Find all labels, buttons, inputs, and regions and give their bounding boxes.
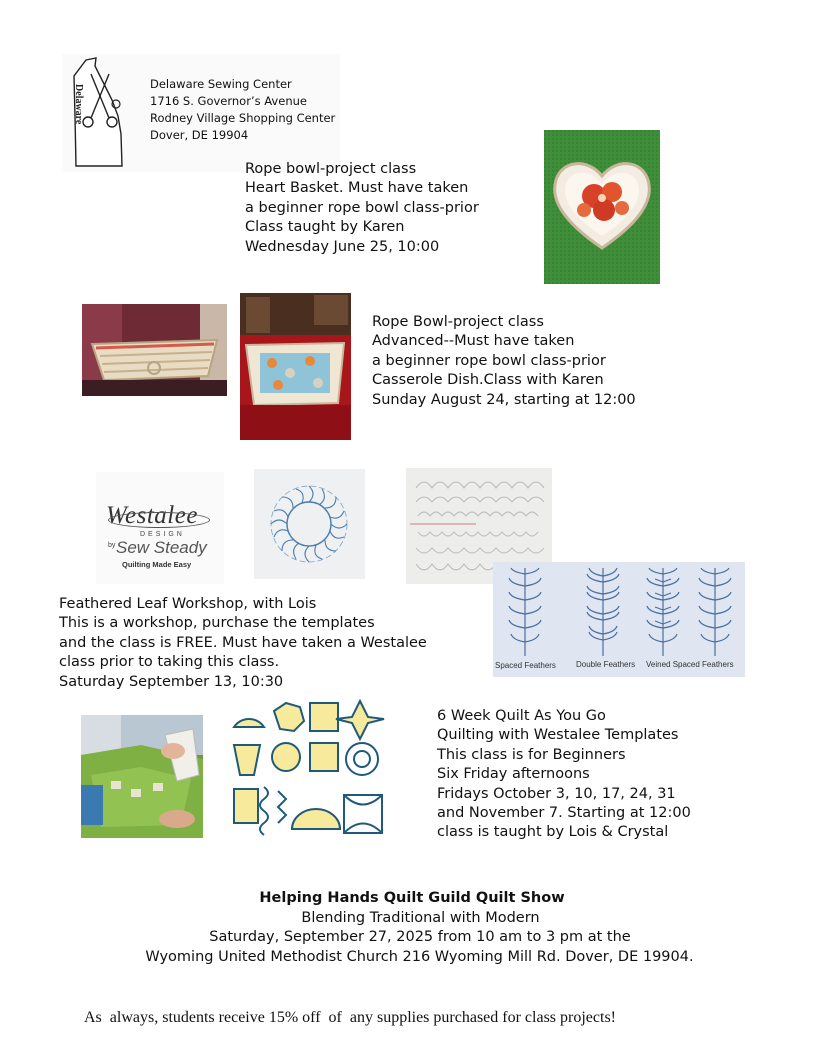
class-line: Quilting with Westalee Templates xyxy=(437,727,679,744)
store-city: Dover, DE 19904 xyxy=(150,128,249,142)
class-line: This is a workshop, purchase the templates xyxy=(59,615,375,632)
class-line: Rope Bowl-project class xyxy=(372,314,544,330)
heart-bowl-photo xyxy=(544,130,660,284)
store-center: Rodney Village Shopping Center xyxy=(150,111,336,125)
quilt-show-announcement xyxy=(0,889,816,967)
class-line: a beginner rope bowl class-prior xyxy=(372,352,606,369)
casserole-dish-photo xyxy=(240,293,351,440)
feather-label-double: Double Feathers xyxy=(576,660,636,669)
class-line: Six Friday afternoons xyxy=(437,766,590,783)
feather-label-veined: Veined Spaced Feathers xyxy=(646,660,734,669)
class-line: Heart Basket. Must have taken xyxy=(245,180,469,197)
class-feathered-leaf xyxy=(59,595,427,692)
class-line: Fridays October 3, 10, 17, 24, 31 xyxy=(437,785,676,802)
westalee-logo xyxy=(96,472,224,584)
class-line: Class taught by Karen xyxy=(245,219,405,236)
class-line: a beginner rope bowl class-prior xyxy=(245,199,479,216)
class-heart-basket xyxy=(245,160,479,257)
feather-styles-panel xyxy=(493,562,745,677)
class-line: Saturday September 13, 10:30 xyxy=(59,673,284,690)
class-line: class is taught by Lois & Crystal xyxy=(437,824,669,841)
class-line: This class is for Beginners xyxy=(437,746,626,763)
class-line: 6 Week Quilt As You Go xyxy=(437,708,606,724)
class-line: Wednesday June 25, 10:00 xyxy=(245,238,440,255)
class-line: class prior to taking this class. xyxy=(59,654,280,671)
westalee-brand: Westalee xyxy=(106,502,198,529)
westalee-design: DESIGN xyxy=(140,531,185,538)
quilt-show-date: Saturday, September 27, 2025 from 10 am to 3 pm at the xyxy=(209,929,631,945)
class-line: Sunday August 24, starting at 12:00 xyxy=(372,391,636,408)
westalee-sew-steady: Sew Steady xyxy=(116,538,207,557)
westalee-by: by xyxy=(108,542,116,549)
quilt-show-location: Wyoming United Methodist Church 216 Wyoming Mill Rd. Dover, DE 19904. xyxy=(145,948,694,965)
class-line: Rope bowl-project class xyxy=(245,161,417,177)
rope-basket-photo xyxy=(82,304,227,396)
quilt-show-title: Helping Hands Quilt Guild Quilt Show xyxy=(259,890,565,906)
discount-note: As always, students receive 15% off of any supplies purchased for class projects! xyxy=(84,1009,616,1026)
class-line: Feathered Leaf Workshop, with Lois xyxy=(59,596,317,612)
store-address xyxy=(150,76,335,144)
class-line: Advanced--Must have taken xyxy=(372,333,575,350)
quilting-machine-photo xyxy=(81,715,203,838)
westalee-templates-photo xyxy=(226,697,388,853)
feather-label-spaced: Spaced Feathers xyxy=(495,661,556,670)
class-line: and the class is FREE. Must have taken a Westalee xyxy=(59,634,427,651)
logo-state-word: Delaware xyxy=(73,84,84,125)
store-street: 1716 S. Governor’s Avenue xyxy=(150,94,307,108)
quilt-show-subtitle: Blending Traditional with Modern xyxy=(301,909,540,926)
class-casserole-dish xyxy=(372,313,636,410)
feather-wreath-photo xyxy=(254,469,365,579)
class-line: Casserole Dish.Class with Karen xyxy=(372,372,604,389)
westalee-tagline: Quilting Made Easy xyxy=(122,560,192,569)
store-logo xyxy=(62,54,340,172)
store-name: Delaware Sewing Center xyxy=(150,77,292,91)
class-line: and November 7. Starting at 12:00 xyxy=(437,804,691,821)
class-quilt-as-you-go xyxy=(437,707,691,843)
